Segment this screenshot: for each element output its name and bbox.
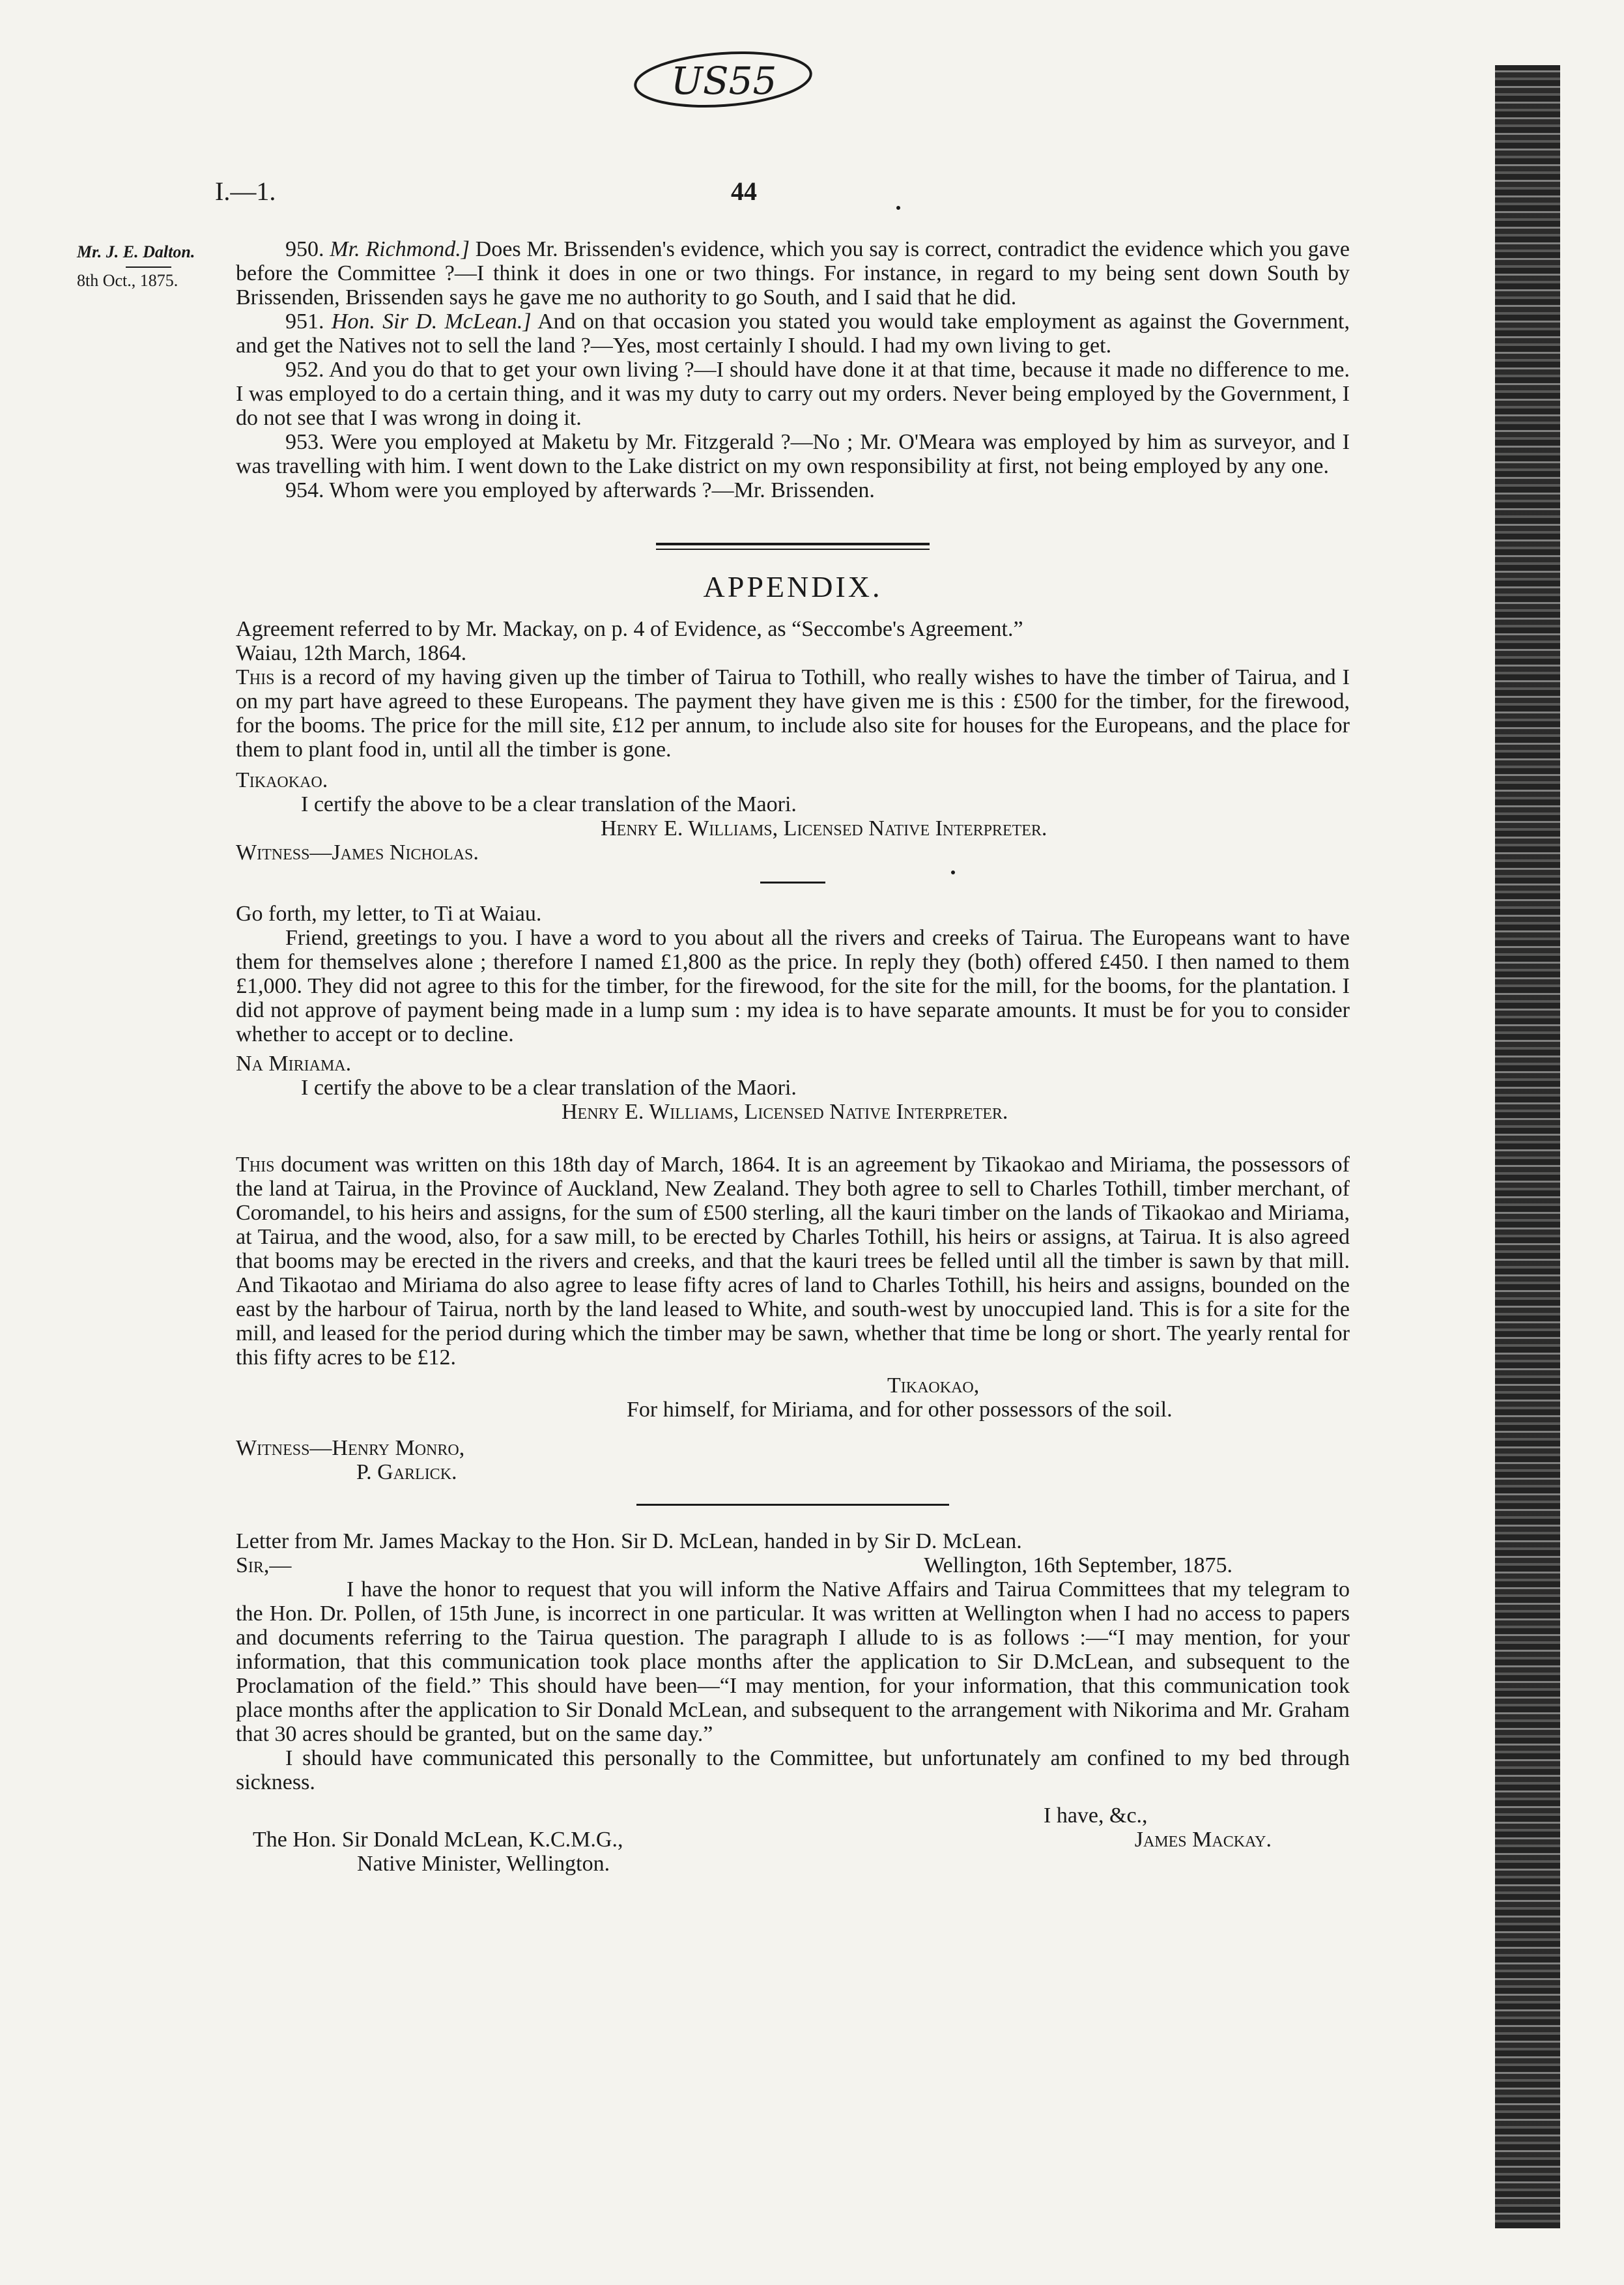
scan-binding-edge <box>1495 65 1560 2228</box>
question-text: Does Mr. Brissenden's evidence, which you say is correct, contradict the evidence which you gave before the Committee ?—I think it does in one or two things. For instance, in regard to my being sent down South by Brissenden, Brissenden says he gave me no authority to go South, and I said that he did. <box>236 237 1350 309</box>
scan-speck <box>896 206 900 210</box>
question-text: And on that occasion you stated you would take employment as against the Government, and get the Natives not to sell the land ?—Yes, most certainly I should. I had my own living to get. <box>236 309 1350 358</box>
document-signature-note: For himself, for Miriama, and for other possessors of the soil. <box>627 1398 1173 1422</box>
witness-name: Witness—Henry Monro, <box>236 1436 465 1460</box>
agreement-place-date: Waiau, 12th March, 1864. <box>236 641 467 665</box>
divider-long <box>636 1504 949 1506</box>
page-number: 44 <box>731 177 757 206</box>
question-number: 950. <box>285 237 324 261</box>
final-letter-heading: Letter from Mr. James Mackay to the Hon. Sir D. McLean, handed in by Sir D. McLean. <box>236 1529 1022 1553</box>
question-speaker: Hon. Sir D. McLean.] <box>331 309 532 334</box>
question-number: 952. <box>285 358 324 382</box>
signature-name: Tikaokao, <box>887 1373 980 1398</box>
question-number: 951. <box>285 309 324 334</box>
interpreter-name: Henry E. Williams, Licensed Native Interpreter. <box>562 1100 1008 1124</box>
evidence-question-953 <box>236 430 1350 478</box>
final-letter-salutation: Sir,— <box>236 1553 292 1577</box>
witness-name: Mr. J. E. Dalton. <box>77 242 195 261</box>
document-signature <box>236 1373 1350 1398</box>
section-divider <box>656 543 930 550</box>
closing-signature: James Mackay. <box>1134 1828 1272 1852</box>
agreement-heading: Agreement referred to by Mr. Mackay, on p. 4 of Evidence, as “Seccombe's Agreement.” <box>236 617 1023 641</box>
evidence-date: 8th Oct., 1875. <box>77 271 178 290</box>
evidence-question-954 <box>236 478 1350 502</box>
question-text: Whom were you employed by afterwards ?—Mr. Brissenden. <box>329 478 875 502</box>
evidence-question-951 <box>236 309 1350 358</box>
final-letter-body-1: I have the honor to request that you will inform the Native Affairs and Tairua Committees that my telegram to the Hon. Dr. Pollen, of 15th June, is incorrect in one particular. It was written at Wellington when I had no access to papers and documents referring to the Tairua question. The paragraph I allude to is as follows :—“I may mention, for your information, that this communication took place months after the application to Sir D.McLean, and subsequent to the Proclamation of the field.” This should have been—“I may mention, for your information, that this communication took place months after the application to Sir Donald McLean, and subsequent to the arrangement with Nikorima and Mr. Graham that 30 acres should be granted, but on the same day.” <box>236 1577 1350 1746</box>
evidence-question-950 <box>236 237 1350 309</box>
final-letter-salutation-row <box>236 1553 1350 1577</box>
appendix-title: APPENDIX. <box>703 570 883 603</box>
interpreter-2 <box>236 1100 1350 1124</box>
closing: I have, &c., <box>1044 1804 1148 1828</box>
interpreter-1 <box>236 816 1350 841</box>
page-header <box>0 176 1624 208</box>
final-letter-body-2: I should have communicated this personally to the Committee, but unfortunately am confined to my bed through sickness. <box>236 1746 1350 1794</box>
addressee-row <box>236 1828 1350 1852</box>
final-letter-place-date: Wellington, 16th September, 1875. <box>924 1553 1232 1577</box>
question-text: And you do that to get your own living ?—I should have done it at that time, because it made no difference to me. I was employed to do a certain thing, and it was my duty to carry out my orders. Never being employed by the Government, I do not see that I was wrong in doing it. <box>236 358 1350 430</box>
handwritten-reference-text: US55 <box>671 59 777 103</box>
evidence-question-952 <box>236 358 1350 430</box>
witness-1 <box>236 841 1350 865</box>
handwritten-reference <box>625 39 821 117</box>
letter-signature <box>236 1052 1350 1076</box>
question-speaker: Mr. Richmond.] <box>330 237 470 261</box>
certification-2: I certify the above to be a clear translation of the Maori. <box>301 1076 797 1100</box>
question-number: 953. <box>285 430 324 454</box>
question-text: Were you employed at Maketu by Mr. Fitzgerald ?—No ; Mr. O'Meara was employed by him as surveyor, and I was travelling with him. I went down to the Lake district on my own responsibility at first, not being employed by any one. <box>236 430 1350 478</box>
document-lead: This <box>236 1153 275 1177</box>
agreement-text: is a record of my having given up the timber of Tairua to Tothill, who really wishes to have the timber of Tairua, and I on my part have agreed to these Europeans. The payment they have given me is this : £500 for the timber, for the firewood, for the booms. The price for the mill site, £12 per annum, to include also site for houses for the Europeans, and the place for them to plant food in, until all the timber is gone. <box>236 665 1350 762</box>
letter-body: Friend, greetings to you. I have a word to you about all the rivers and creeks of Tairua. The Europeans want to have them for themselves alone ; therefore I named £1,800 as the price. In reply they (both) offered £450. I then named to them £1,000. They did not agree to this for the timber, for the firewood, for the site for the mill, for the booms, for the plantation. I did not approve of payment being made in a lump sum : my idea is to have separate amounts. It must be for you to consider whether to accept or to decline. <box>236 926 1350 1046</box>
scan-speck <box>951 870 955 874</box>
document-body <box>236 1153 1350 1370</box>
addressee-line-2: Native Minister, Wellington. <box>357 1852 610 1876</box>
witness-2 <box>236 1436 1350 1460</box>
agreement-lead: This <box>236 665 275 689</box>
witness-name: Witness—James Nicholas. <box>236 841 479 865</box>
handwritten-reference-mark <box>625 39 821 117</box>
certification-1: I certify the above to be a clear translation of the Maori. <box>301 792 797 816</box>
witness-name: P. Garlick. <box>356 1460 457 1484</box>
letter-opening: Go forth, my letter, to Ti at Waiau. <box>236 902 542 926</box>
agreement-signature <box>236 768 1350 792</box>
witness-2-second <box>236 1460 1350 1484</box>
margin-note <box>77 239 233 294</box>
agreement-body <box>236 665 1350 762</box>
spacer <box>236 1124 1350 1153</box>
signature-name: Tikaokao. <box>236 768 328 792</box>
document-code: I.—1. <box>215 177 276 206</box>
main-content <box>236 237 1350 1876</box>
divider-short <box>760 882 825 884</box>
interpreter-name: Henry E. Williams, Licensed Native Interpreter. <box>601 816 1047 841</box>
signature-name: Na Miriama. <box>236 1052 352 1076</box>
document-text: document was written on this 18th day of March, 1864. It is an agreement by Tikaokao and Miriama, the possessors of the land at Tairua, in the Province of Auckland, New Zealand. They both agree to sell to Charles Tothill, timber merchant, of Coromandel, to his heirs and assigns, for the sum of £500 sterling, all the kauri timber on the lands of Tikaokao and Miriama, at Tairua, and the wood, also, for a saw mill, to be erected by Charles Tothill, his heirs or assigns, at Tairua. It is also agreed that booms may be erected in the rivers and creeks, and that the kauri trees be felled until all the timber is sawn by that mill. And Tikaotao and Miriama do also agree to lease fifty acres of land to Charles Tothill, his heirs and assigns, bounded on the east by the harbour of Tairua, north by the land leased to White, and south-west by unoccupied land. This is for a site for the mill, and leased for the period during which the timber may be sawn, whether that time be long or short. The yearly rental for this fifty acres to be £12. <box>236 1153 1350 1370</box>
addressee-line-1: The Hon. Sir Donald McLean, K.C.M.G., <box>253 1828 623 1852</box>
question-number: 954. <box>285 478 324 502</box>
